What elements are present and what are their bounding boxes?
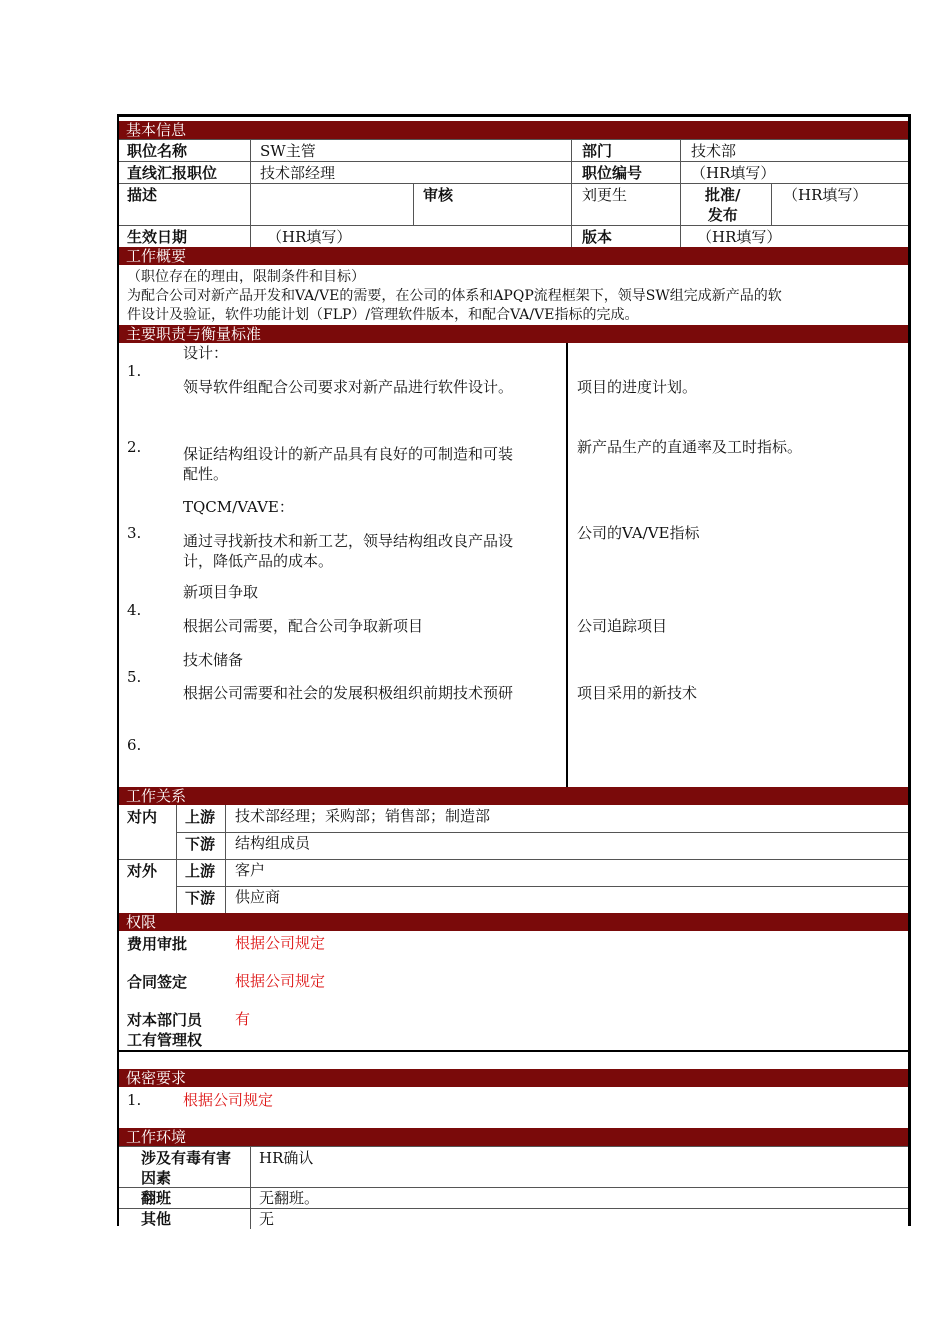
duty-1-text: 领导软件组配合公司要求对新产品进行软件设计。 bbox=[183, 378, 514, 396]
external-upstream-label: 上游 bbox=[185, 862, 216, 880]
shift-value: 无翻班。 bbox=[259, 1189, 320, 1207]
section-authority: 权限 bbox=[119, 913, 908, 931]
department-label: 部门 bbox=[582, 142, 613, 160]
position-title-value: SW主管 bbox=[260, 142, 316, 160]
version-label: 版本 bbox=[582, 228, 613, 246]
hazard-label: 涉及有毒有害 因素 bbox=[141, 1149, 232, 1187]
effective-date-label: 生效日期 bbox=[127, 228, 188, 246]
duty-1-measure: 项目的进度计划。 bbox=[577, 378, 698, 396]
job-description-form bbox=[117, 114, 911, 1226]
secrecy-number: 1. bbox=[127, 1091, 142, 1109]
description-label: 描述 bbox=[127, 186, 158, 204]
duty-5-title: 技术储备 bbox=[183, 651, 244, 669]
contract-signing-label: 合同签定 bbox=[127, 973, 188, 991]
external-downstream-value: 供应商 bbox=[235, 888, 281, 906]
secrecy-value: 根据公司规定 bbox=[183, 1091, 274, 1109]
report-to-value: 技术部经理 bbox=[260, 164, 336, 182]
duty-5-measure: 项目采用的新技术 bbox=[577, 684, 698, 702]
approve-label: 批准/ 发布 bbox=[705, 186, 741, 224]
duty-3-measure: 公司的VA/VE指标 bbox=[577, 524, 700, 542]
internal-downstream-value: 结构组成员 bbox=[235, 834, 311, 852]
summary-line-1: 为配合公司对新产品开发和VA/VE的需要，在公司的体系和APQP流程框架下，领导SW组完成新产品的软 bbox=[127, 288, 782, 304]
section-basic-info: 基本信息 bbox=[119, 121, 908, 139]
external-upstream-value: 客户 bbox=[235, 861, 266, 879]
approve-value: （HR填写） bbox=[783, 186, 868, 204]
duty-2-measure: 新产品生产的直通率及工时指标。 bbox=[577, 438, 803, 456]
duty-4-number: 4. bbox=[127, 601, 142, 619]
duty-6-number: 6. bbox=[127, 736, 142, 754]
summary-line-2: 件设计及验证，软件功能计划（FLP）/管理软件版本，和配合VA/VE指标的完成。 bbox=[127, 307, 639, 323]
duty-1-number: 1. bbox=[127, 362, 142, 380]
staff-management-value: 有 bbox=[235, 1010, 251, 1028]
internal-downstream-label: 下游 bbox=[185, 835, 216, 853]
position-code-label: 职位编号 bbox=[582, 164, 643, 182]
duty-3-text: 通过寻找新技术和新工艺，领导结构组改良产品设 计，降低产品的成本。 bbox=[183, 532, 514, 570]
duty-5-text: 根据公司需要和社会的发展积极组织前期技术预研 bbox=[183, 684, 514, 702]
review-label: 审核 bbox=[423, 186, 454, 204]
other-value: 无 bbox=[259, 1210, 275, 1228]
position-title-label: 职位名称 bbox=[127, 142, 188, 160]
section-secrecy: 保密要求 bbox=[119, 1069, 908, 1087]
external-label: 对外 bbox=[127, 862, 158, 880]
duty-2-text: 保证结构组设计的新产品具有良好的可制造和可装 配性。 bbox=[183, 445, 514, 483]
version-value: （HR填写） bbox=[697, 228, 782, 246]
shift-label: 翻班 bbox=[141, 1189, 172, 1207]
position-code-value: （HR填写） bbox=[691, 164, 776, 182]
department-value: 技术部 bbox=[691, 142, 737, 160]
duty-5-number: 5. bbox=[127, 668, 142, 686]
duty-4-title: 新项目争取 bbox=[183, 583, 259, 601]
section-environment: 工作环境 bbox=[119, 1128, 908, 1146]
duty-2-number: 2. bbox=[127, 438, 142, 456]
duty-4-text: 根据公司需要，配合公司争取新项目 bbox=[183, 617, 424, 635]
section-relations: 工作关系 bbox=[119, 787, 908, 805]
internal-upstream-value: 技术部经理；采购部；销售部；制造部 bbox=[235, 807, 491, 825]
internal-upstream-label: 上游 bbox=[185, 808, 216, 826]
duty-3-title: TQCM/VAVE： bbox=[183, 498, 294, 516]
duty-3-number: 3. bbox=[127, 524, 142, 542]
duty-4-measure: 公司追踪项目 bbox=[577, 617, 668, 635]
section-duties: 主要职责与衡量标准 bbox=[119, 325, 908, 343]
summary-hint: （职位存在的理由，限制条件和目标） bbox=[127, 269, 365, 285]
staff-management-label: 对本部门员 工有管理权 bbox=[127, 1011, 203, 1049]
other-label: 其他 bbox=[141, 1210, 172, 1228]
internal-label: 对内 bbox=[127, 808, 158, 826]
review-value: 刘更生 bbox=[582, 186, 628, 204]
report-to-label: 直线汇报职位 bbox=[127, 164, 218, 182]
contract-signing-value: 根据公司规定 bbox=[235, 972, 326, 990]
expense-approval-value: 根据公司规定 bbox=[235, 934, 326, 952]
section-job-summary: 工作概要 bbox=[119, 247, 908, 265]
duty-1-title: 设计： bbox=[183, 344, 229, 362]
expense-approval-label: 费用审批 bbox=[127, 935, 188, 953]
external-downstream-label: 下游 bbox=[185, 889, 216, 907]
hazard-value: HR确认 bbox=[259, 1149, 314, 1167]
effective-date-value: （HR填写） bbox=[267, 228, 352, 246]
